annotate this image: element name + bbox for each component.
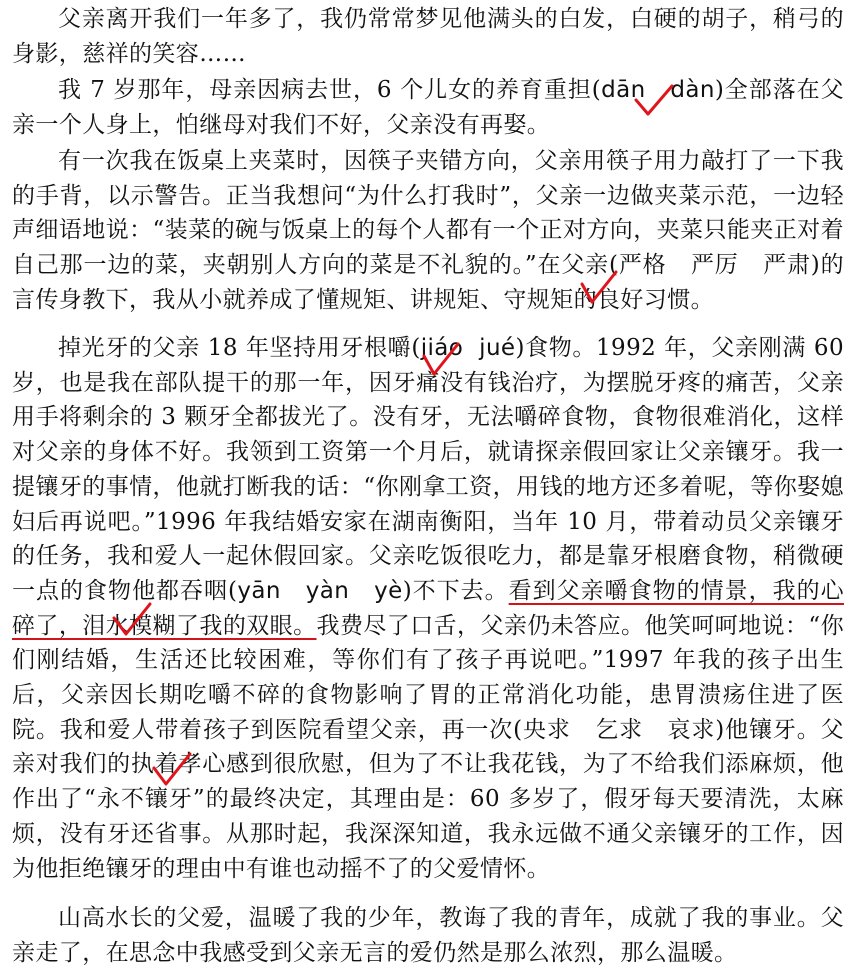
pinyin-option-yan4: yàn (305, 577, 350, 604)
underlined-sentence: 看到父亲嚼食物的情景，我的心碎了，泪水模糊了我的双眼。 (12, 577, 844, 639)
paragraph-4-text-c: )不下去。 (402, 577, 509, 604)
pinyin-option-jue: jué (479, 335, 516, 361)
pinyin-option-dan4: dàn (670, 77, 715, 103)
word-option-yanli: 严厉 (690, 252, 739, 279)
pinyin-option-dan1: dān (601, 77, 646, 103)
paragraph-4-text-b: )食物。1992 年，父亲刚满 60 岁，也是我在部队提干的那一年，因牙痛没有钱治疗，为摆脱牙疼的痛苦，父亲用手将剩余的 3 颗牙全都拔光了。没有牙，无法嚼碎食物，食物很难消化，这样对父亲的身体不好。我领到工资第一个月后，就请探亲假回家让父亲镶牙。我一提镶牙的事情，他就打断我的话：“你刚拿工资，用钱的地方还多着呢，等你娶媳妇后再说吧。”1996 年我结婚安家在湖南衡阳，当年 10 月，带着动员父亲镶牙的任务，我和爱人一起休假回家。父亲吃饭很吃力，都是靠牙根磨食物，稍微硬一点的食物他都吞咽( (12, 335, 844, 604)
word-option-aiqiu: 哀求 (667, 716, 716, 743)
word-option-yansu: 严肃 (763, 252, 811, 279)
pinyin-option-ye4: yè (374, 577, 403, 604)
paragraph-2-text-b: )全部落在父亲一个人身上，怕继母对我们不好，父亲没有再娶。 (12, 77, 844, 138)
paragraph-2-text-a: 我 7 岁那年，母亲因病去世，6 个儿女的养育重担( (58, 77, 602, 103)
paragraph-1 (12, 2, 844, 71)
pinyin-option-jiao: jiáo (420, 335, 464, 361)
paragraph-3 (12, 144, 844, 318)
paragraph-2 (12, 73, 844, 142)
paragraph-1-text: 父亲离开我们一年多了，我仍常常梦见他满头的白发，白硬的胡子，稍弓的身影，慈祥的笑容…… (12, 6, 844, 67)
paragraph-3-text-a: 有一次我在饭桌上夹菜时，因筷子夹错方向，父亲用筷子用力敲打了一下我的手背，以示警告。正当我想问“为什么打我时”，父亲一边做夹菜示范，一边轻声细语地说：“装菜的碗与饭桌上的每个人都有一个正对方向，夹菜只能夹正对着自己那一边的菜，夹朝别人方向的菜是不礼貌的。”在父亲( (12, 148, 844, 279)
paragraph-4-text-a: 掉光牙的父亲 18 年坚持用牙根嚼( (58, 335, 421, 361)
paragraph-4-text-d: 我费尽了口舌，父亲仍未答应。他笑呵呵地说：“你们刚结婚，生活还比较困难，等你们有了孩子再说吧。”1997 年我的孩子出生后，父亲因长期吃嚼不碎的食物影响了胃的正常消化功能，患胃溃疡住进了医院。我和爱人带着孩子到医院看望父亲，再一次( (12, 612, 844, 743)
paragraph-4-text-e: )他镶牙。父亲对我们的执着孝心感到很欣慰，但为了不让我花钱，为了不给我们添麻烦，他作出了“永不镶牙”的最终决定，其理由是：60 多岁了，假牙每天要清洗，太麻烦，没有牙还省事。从那时起，我深深知道，我永远做不通父亲镶牙的工作，因为他拒绝镶牙的理由中有谁也动摇不了的父爱情怀。 (12, 716, 844, 882)
paragraph-5 (12, 901, 844, 970)
word-option-yange: 严格 (618, 252, 667, 279)
paragraph-5-text: 山高水长的父爱，温暖了我的少年，教诲了我的青年，成就了我的事业。父亲走了，在思念中我感受到父亲无言的爱仍然是那么浓烈，那么温暖。 (12, 905, 844, 966)
word-option-qiqiu: 乞求 (595, 716, 644, 743)
paragraph-3-text-b: )的言传身教下，我从小就养成了懂规矩、讲规矩、守规矩的良好习惯。 (12, 252, 845, 313)
pinyin-option-yan1: yān (237, 577, 281, 604)
word-option-yangqiu: 央求 (522, 716, 571, 743)
paragraph-4 (12, 331, 844, 886)
